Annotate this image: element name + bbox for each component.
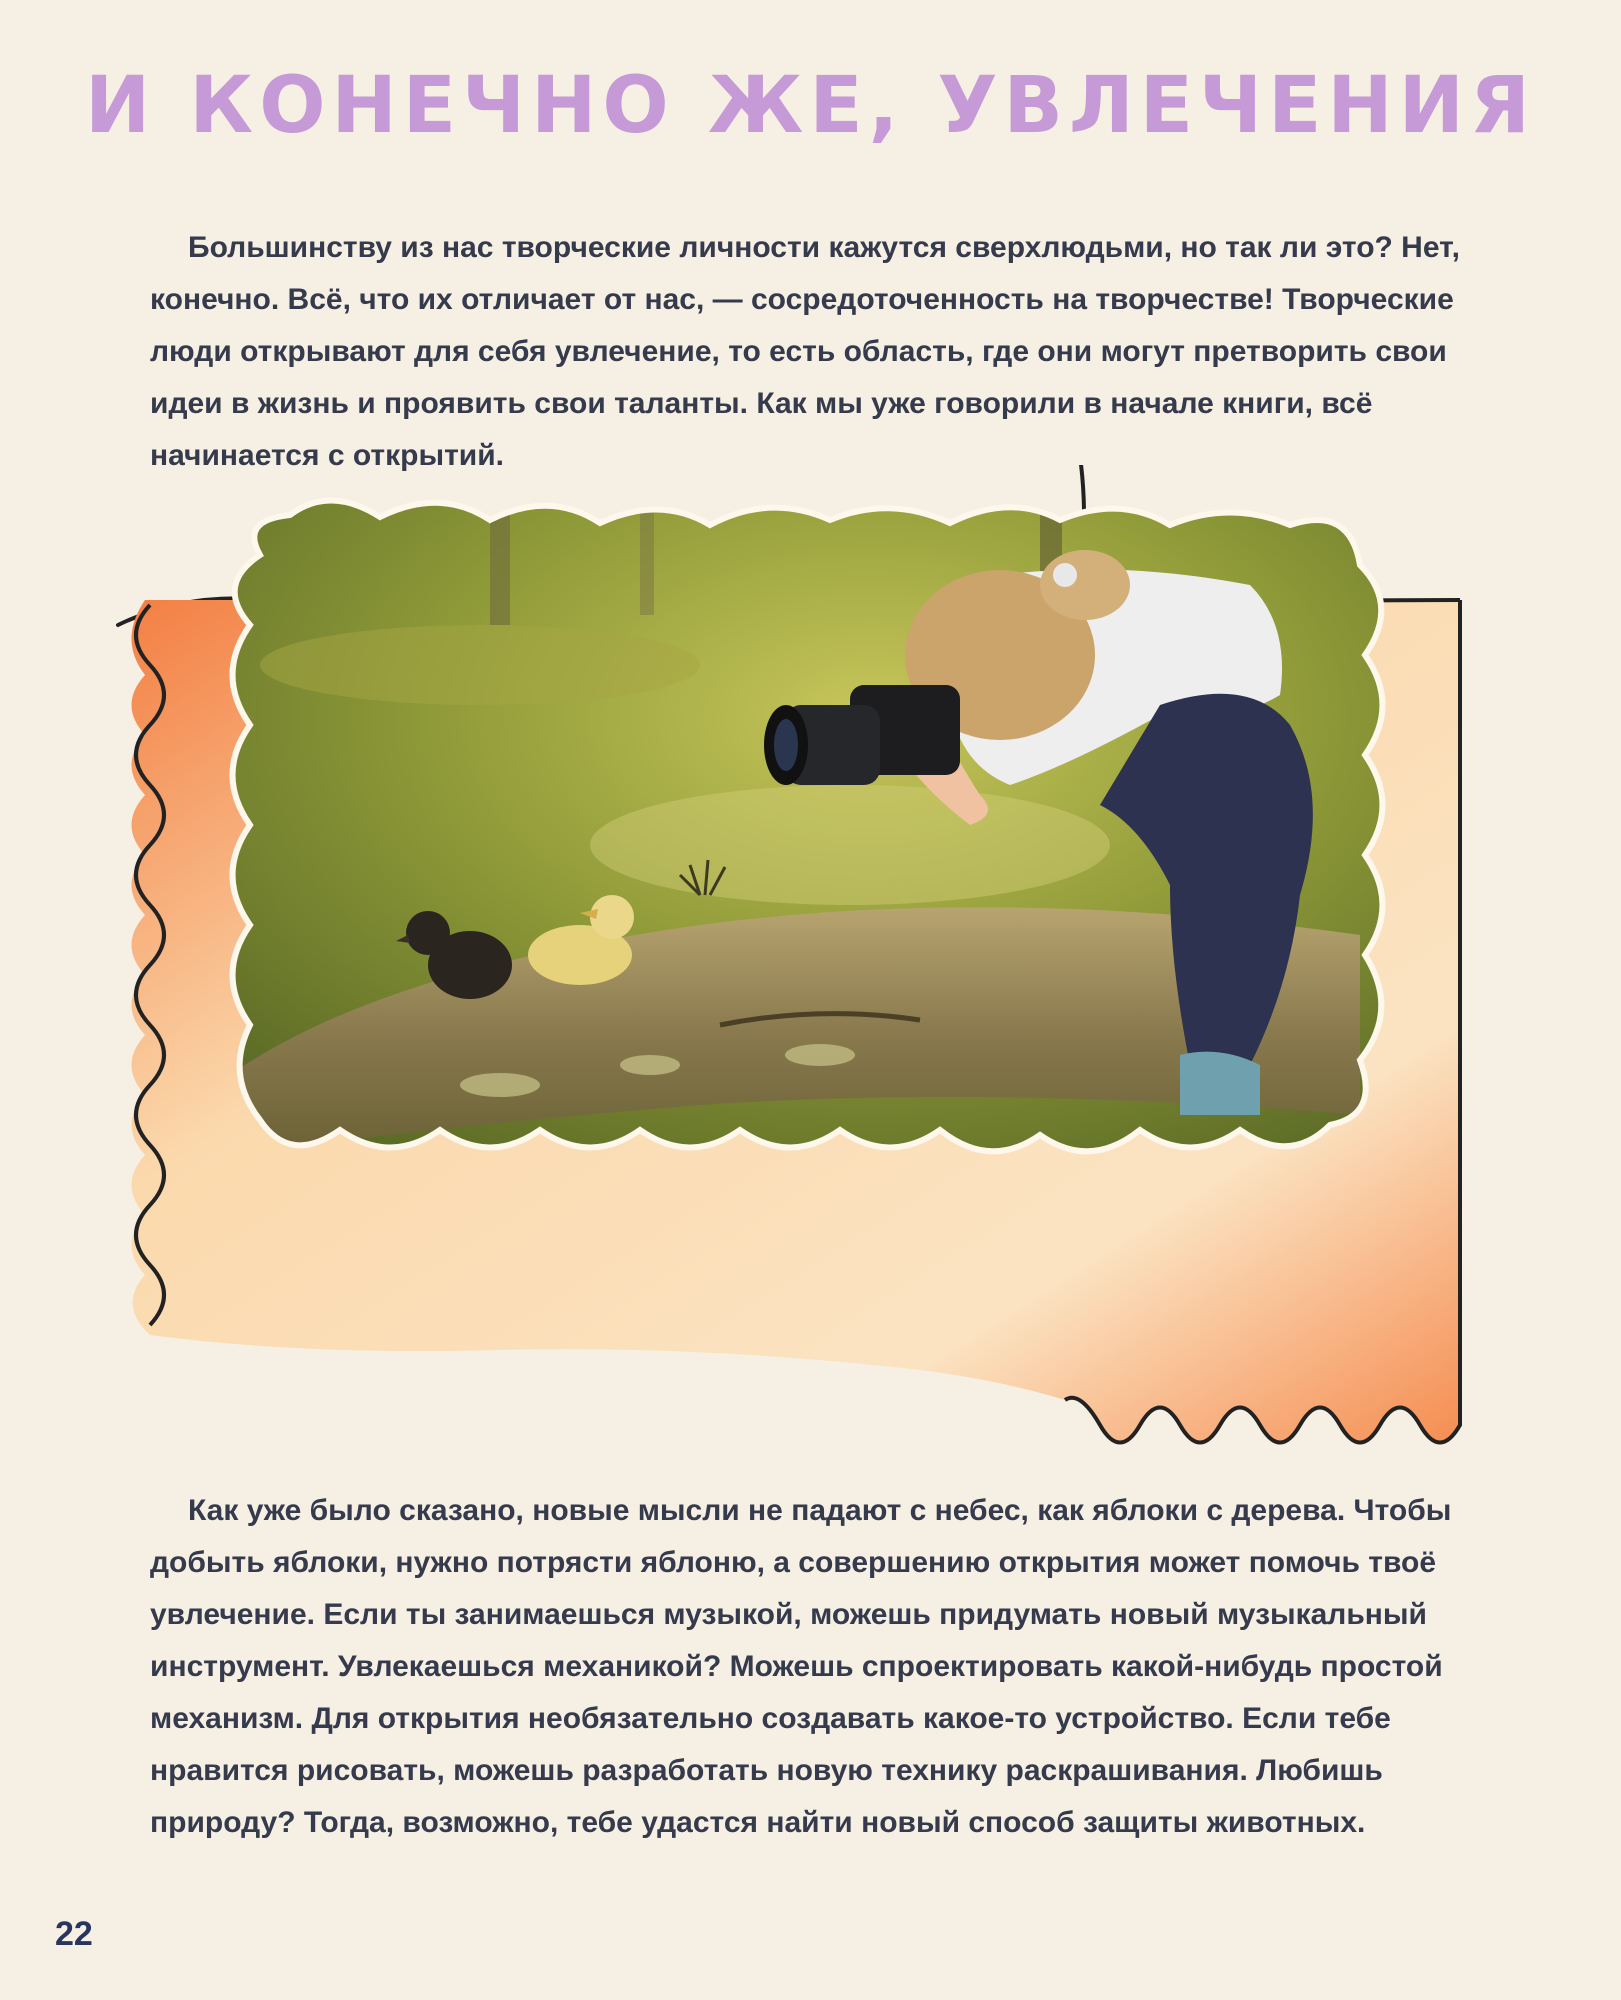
page-title: И КОНЕЧНО ЖЕ, УВЛЕЧЕНИЯ [85, 61, 1536, 151]
body-paragraph: Как уже было сказано, новые мысли не падают с небес, как яблоки с дерева. Чтобы добыть яблоки, нужно потрясти яблоню, а совершению открытия может помочь твоё увлечение. Если ты занимаешься музыкой, можешь придумать новый музыкальный инструмент. Увлекаешься механикой? Можешь спроектировать какой-нибудь простой механизм. Для открытия необязательно создавать какое-то устройство. Если тебе нравится рисовать, можешь разработать новую технику раскрашивания. Любишь природу? Тогда, возможно, тебе удастся найти новый способ защиты животных. [150, 1494, 1452, 1839]
photo-illustration [0, 465, 1621, 1475]
intro-paragraph: Большинству из нас творческие личности кажутся сверхлюдьми, но так ли это? Нет, конечно. Всё, что их отличает от нас, — сосредоточенность на творчестве! Творческие люди открывают для себя увлечение, то есть область, где они могут претворить свои идеи в жизнь и проявить свои таланты. Как мы уже говорили в начале книги, всё начинается с открытий. [150, 231, 1460, 472]
page-number: 22 [55, 1915, 93, 1953]
